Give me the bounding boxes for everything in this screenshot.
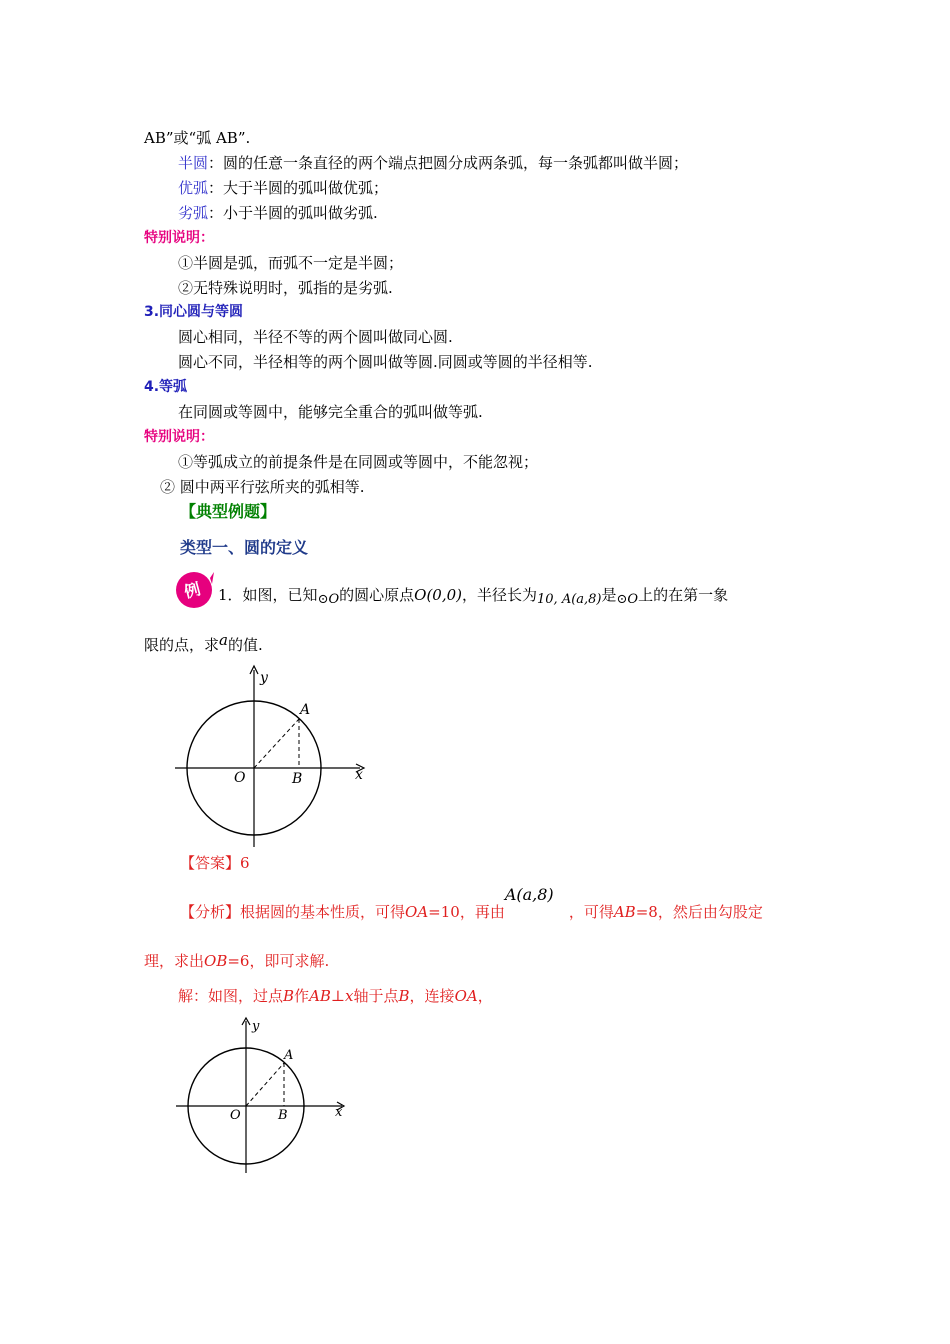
label-a: A [300, 702, 311, 718]
paragraph: 在同圆或等圆中，能够完全重合的弧叫做等弧. [178, 403, 483, 421]
analysis-point: A(a,8) [504, 885, 554, 904]
analysis-label: 【分析】 [180, 903, 241, 921]
variable-a: a [219, 631, 228, 649]
question-line-2 [144, 631, 263, 655]
analysis-text: 根据圆的基本性质，可得 [240, 903, 406, 921]
segment-oa [246, 1063, 284, 1106]
note-item: ②无特殊说明时，弧指的是劣弧. [178, 279, 393, 297]
note-item: ①半圆是弧，而弧不一定是半圆； [178, 254, 404, 272]
label-x: x [335, 1105, 343, 1120]
major-arc-def [178, 178, 388, 198]
semicircle-def [178, 153, 688, 173]
label-a: A [284, 1048, 294, 1063]
example-badge [174, 570, 214, 610]
section-heading: 4.等弧 [144, 379, 188, 395]
analysis-text: =6，即可求解. [227, 952, 330, 970]
major-arc-text: ：大于半圆的弧叫做优弧； [208, 179, 389, 197]
special-note-title: 特别说明： [144, 230, 214, 246]
solution-text: ，连接 [409, 987, 455, 1005]
solution-text: 轴于点 [353, 987, 399, 1005]
solution-perp: ⊥ [330, 987, 346, 1005]
question-number: 1． [218, 586, 243, 604]
question-line-1 [218, 585, 728, 607]
question-text: 的值. [227, 636, 263, 654]
type-title: 类型一、圆的定义 [180, 538, 309, 557]
note-item: ② 圆中两平行弦所夹的弧相等. [160, 478, 365, 496]
paragraph: 圆心不同，半径相等的两个圆叫做等圆.同圆或等圆的半径相等. [178, 353, 593, 371]
question-text: ，半径长为 [462, 586, 538, 604]
label-y: y [260, 670, 268, 686]
question-text: 如图，已知 [242, 586, 318, 604]
analysis-ab: AB [613, 903, 636, 921]
solution-text: ， [477, 987, 493, 1005]
answer-label: 【答案】 [180, 854, 241, 872]
answer-value: 6 [240, 854, 250, 872]
label-o: O [230, 1108, 241, 1123]
question-text: 的圆心原点 [339, 586, 415, 604]
solution-text: 作 [294, 987, 310, 1005]
label-o: O [234, 770, 246, 786]
solution-text: 解：如图，过点 [178, 987, 284, 1005]
circle-symbol: ⊙O [317, 592, 340, 607]
answer [180, 853, 250, 873]
examples-title: 【典型例题】 [180, 502, 277, 521]
given-expr: 10, A(a,8) [537, 592, 602, 607]
segment-oa [254, 719, 299, 768]
major-arc-term: 优弧 [178, 179, 209, 197]
solution-b2: B [398, 987, 410, 1005]
example-badge-label: 例 [182, 579, 203, 602]
analysis-line-1 [180, 885, 763, 922]
analysis-ob: OB [204, 952, 228, 970]
circle-figure [170, 662, 380, 852]
label-b: B [292, 771, 303, 787]
solution-x: x [345, 987, 354, 1005]
circle-figure-solution [170, 1015, 360, 1175]
circle-symbol: ⊙O [616, 592, 639, 607]
analysis-oa: OA [405, 903, 429, 921]
analysis-line-2 [144, 951, 329, 971]
solution-oa: OA [454, 987, 478, 1005]
question-text: 限的点，求 [144, 636, 220, 654]
minor-arc-text: ：小于半圆的弧叫做劣弧. [208, 204, 378, 222]
special-note-title: 特别说明： [144, 429, 214, 445]
solution-ab: AB [309, 987, 331, 1005]
solution-b: B [283, 987, 295, 1005]
solution-line [178, 986, 493, 1006]
intro-line: AB”或“弧 AB”. [144, 129, 251, 147]
minor-arc-term: 劣弧 [178, 204, 209, 222]
semicircle-term: 半圆 [178, 154, 209, 172]
analysis-text: ，可得 [568, 903, 614, 921]
minor-arc-def [178, 203, 378, 223]
note-item: ①等弧成立的前提条件是在同圆或等圆中，不能忽视； [178, 453, 539, 471]
analysis-text: 理，求出 [144, 952, 205, 970]
analysis-text: =10，再由 [428, 903, 505, 921]
question-text: 是 [601, 586, 617, 604]
label-b: B [278, 1108, 288, 1123]
label-x: x [355, 767, 363, 783]
question-text: 上的在第一象 [638, 586, 729, 604]
semicircle-text: ：圆的任意一条直径的两个端点把圆分成两条弧，每一条弧都叫做半圆； [208, 154, 689, 172]
label-y: y [252, 1019, 260, 1034]
analysis-text: =8，然后由勾股定 [635, 903, 763, 921]
origin-expr: O(0,0) [414, 586, 462, 604]
paragraph: 圆心相同，半径不等的两个圆叫做同心圆. [178, 328, 453, 346]
section-heading: 3.同心圆与等圆 [144, 304, 244, 320]
